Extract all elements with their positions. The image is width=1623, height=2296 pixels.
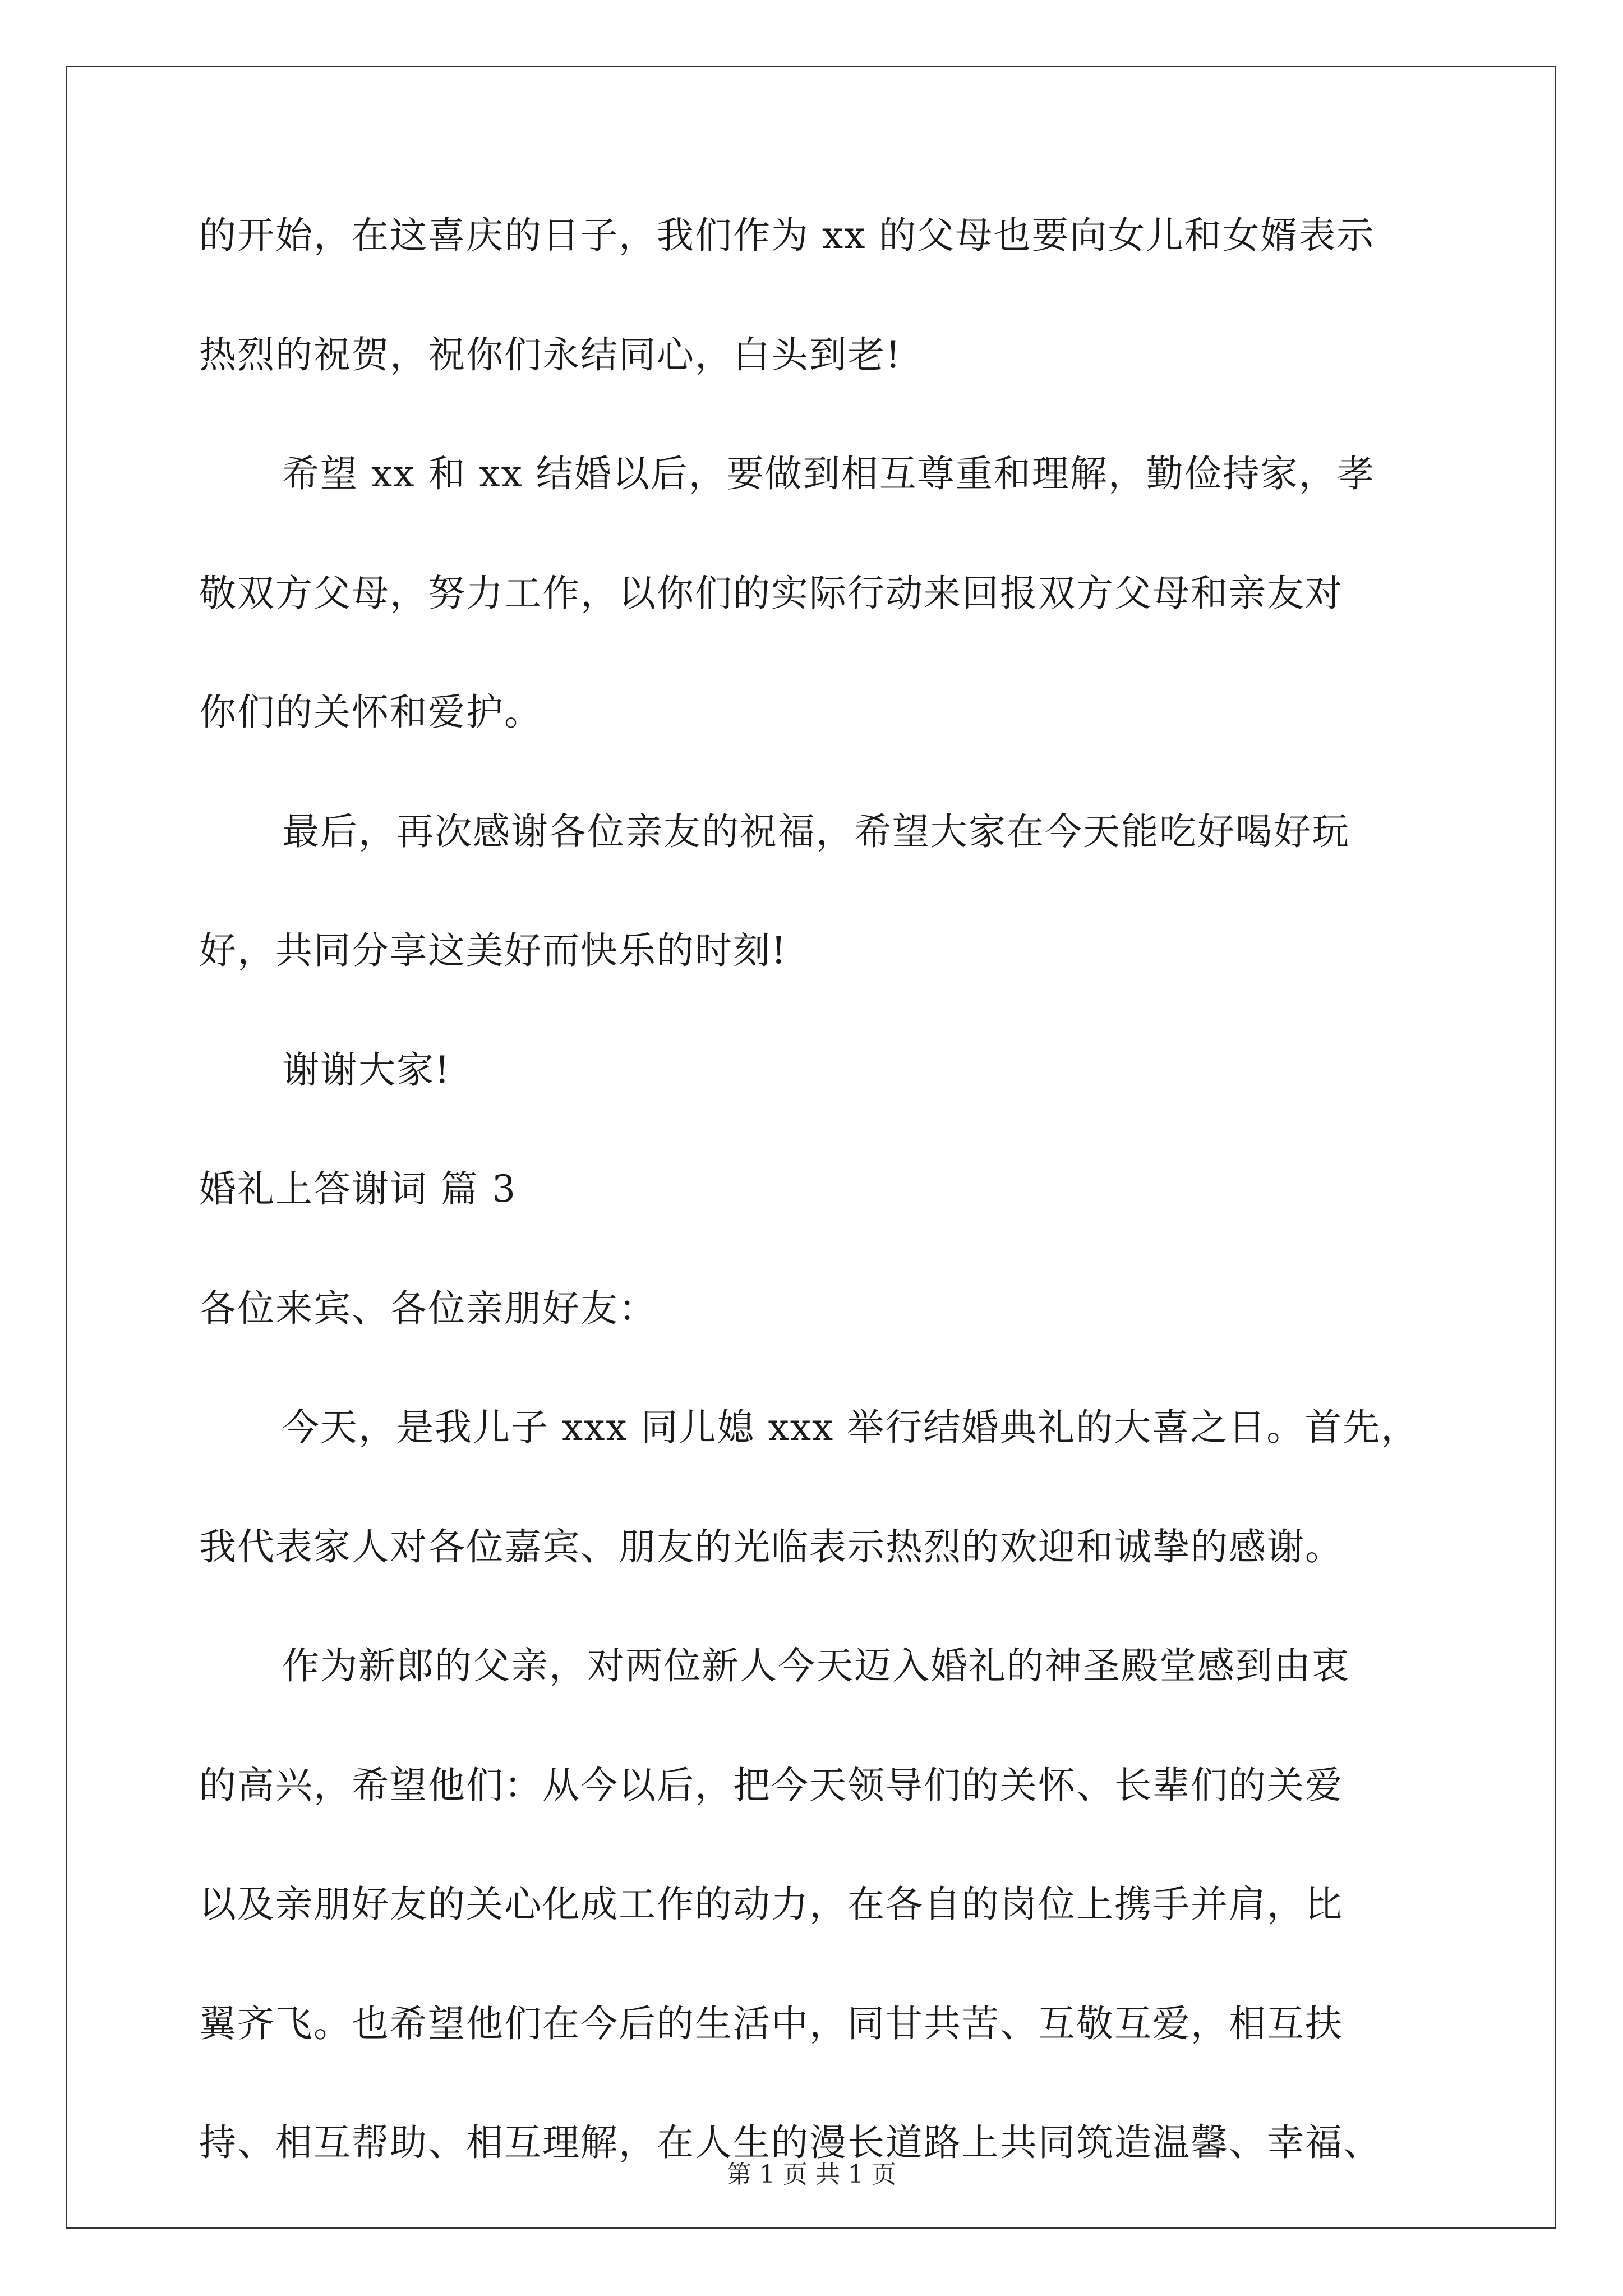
text-line: 好，共同分享这美好而快乐的时刻!: [199, 929, 787, 972]
page-footer: 第 1 页 共 1 页: [727, 2160, 896, 2189]
salutation: 各位来宾、各位亲朋好友：: [199, 1287, 657, 1330]
text-line: 持、相互帮助、相互理解，在人生的漫长道路上共同筑造温馨、幸福、: [199, 2121, 1381, 2164]
text-line: 翼齐飞。也希望他们在今后的生活中，同甘共苦、互敬互爱，相互扶: [199, 2002, 1343, 2045]
paragraph-start-line: 作为新郎的父亲，对两位新人今天迈入婚礼的神圣殿堂感到由衷: [282, 1644, 1350, 1687]
text-line: 的开始，在这喜庆的日子，我们作为 xx 的父母也要向女儿和女婿表示: [199, 214, 1375, 257]
text-line: 热烈的祝贺，祝你们永结同心，白头到老!: [199, 333, 902, 376]
section-heading: 婚礼上答谢词 篇 3: [199, 1167, 517, 1211]
paragraph-start-line: 希望 xx 和 xx 结婚以后，要做到相互尊重和理解，勤俭持家，孝: [282, 452, 1375, 495]
text-line: 你们的关怀和爱护。: [199, 691, 542, 734]
paragraph-start-line: 最后，再次感谢各位亲友的祝福，希望大家在今天能吃好喝好玩: [282, 810, 1350, 853]
paragraph-start-line: 今天，是我儿子 xxx 同儿媳 xxx 举行结婚典礼的大喜之日。首先，: [282, 1406, 1419, 1449]
text-line: 的高兴，希望他们：从今以后，把今天领导们的关怀、长辈们的关爱: [199, 1764, 1343, 1807]
text-line: 敬双方父母，努力工作，以你们的实际行动来回报双方父母和亲友对: [199, 572, 1343, 615]
text-line: 我代表家人对各位嘉宾、朋友的光临表示热烈的欢迎和诚挚的感谢。: [199, 1525, 1343, 1568]
paragraph-start-line: 谢谢大家!: [282, 1048, 451, 1092]
text-line: 以及亲朋好友的关心化成工作的动力，在各自的岗位上携手并肩，比: [199, 1883, 1343, 1926]
